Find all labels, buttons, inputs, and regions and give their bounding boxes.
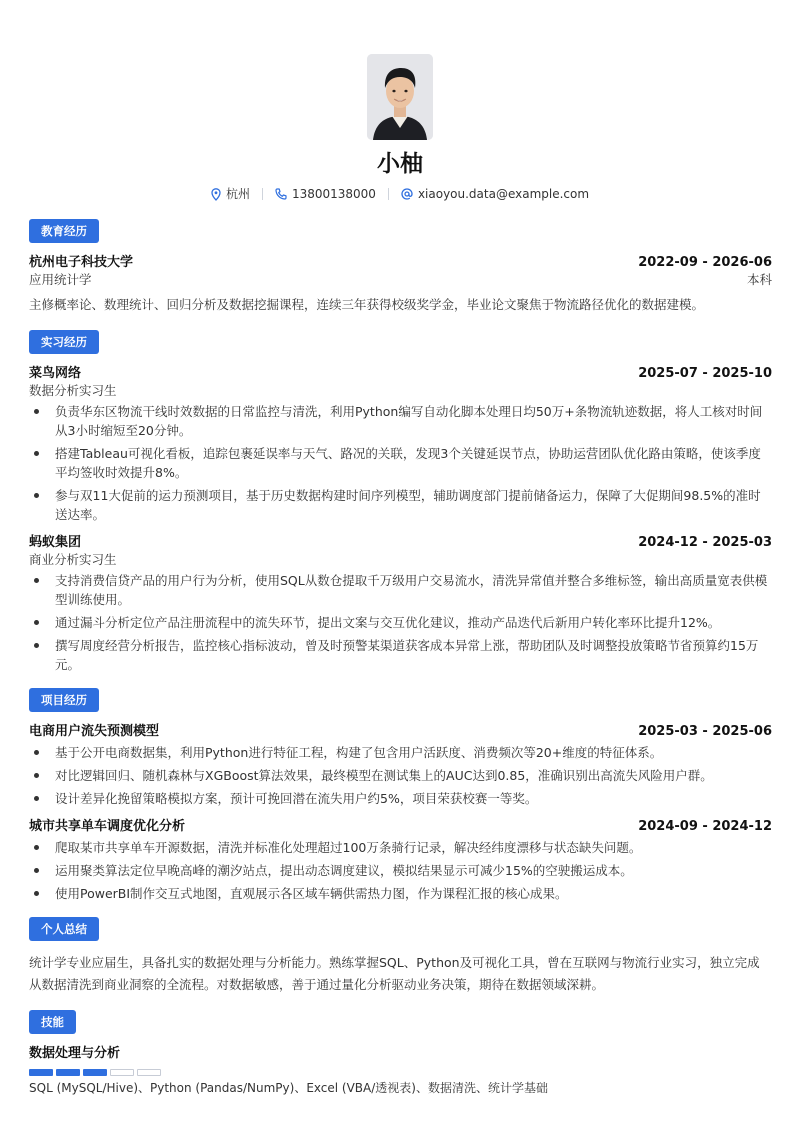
contact-divider: [262, 188, 263, 200]
section-title-project: 项目经历: [29, 688, 99, 712]
list-item: 使用PowerBI制作交互式地图，直观展示各区域车辆供需热力图，作为课程汇报的核心成果。: [29, 884, 772, 903]
school-name: 杭州电子科技大学: [29, 255, 134, 270]
section-title-skills: 技能: [29, 1010, 76, 1034]
list-item: 搭建Tableau可视化看板，追踪包裹延误率与天气、路况的关联，发现3个关键延误节点，协助运营团队优化路由策略，使该季度平均签收时效提升8%。: [29, 444, 772, 482]
location-text: 杭州: [225, 187, 250, 201]
bullet-list: [29, 743, 772, 808]
section-title-internship: 实习经历: [29, 330, 99, 354]
bullet-list: [29, 402, 772, 524]
job-role: 商业分析实习生: [29, 552, 117, 567]
candidate-name: 小柚: [377, 151, 423, 177]
education-entry: [29, 254, 772, 316]
location-pin-icon: [211, 188, 221, 201]
project-date: 2024-09 - 2024-12: [638, 819, 772, 834]
at-sign-icon: [401, 188, 413, 200]
project-date: 2025-03 - 2025-06: [638, 724, 772, 739]
list-item: 支持消费信贷产品的用户行为分析，使用SQL从数仓提取千万级用户交易流水，清洗异常值并整合多维标签，输出高质量宽表供模型训练使用。: [29, 571, 772, 609]
company-name: 菜鸟网络: [29, 366, 82, 381]
internship-entry: [29, 534, 772, 674]
section-title-summary: 个人总结: [29, 917, 99, 941]
bullet-list: [29, 838, 772, 903]
skill-level-segment-filled: [83, 1069, 107, 1076]
project-name: 城市共享单车调度优化分析: [29, 819, 186, 834]
resume-body: [29, 219, 772, 1110]
degree: 本科: [746, 272, 772, 287]
contact-phone[interactable]: [275, 186, 376, 202]
list-item: 运用聚类算法定位早晚高峰的潮汐站点，提出动态调度建议，模拟结果显示可减少15%的空驶搬运成本。: [29, 861, 772, 880]
internship-section: [29, 330, 772, 674]
major: 应用统计学: [29, 272, 92, 287]
list-item: 设计差异化挽留策略模拟方案，预计可挽回潜在流失用户约5%，项目荣获校赛一等奖。: [29, 789, 772, 808]
bullet-list: [29, 571, 772, 674]
contact-info: [0, 186, 800, 202]
internship-entry: [29, 365, 772, 524]
skill-level-segment-filled: [29, 1069, 53, 1076]
contact-email[interactable]: [401, 186, 589, 202]
summary-section: [29, 917, 772, 996]
contact-divider: [388, 188, 389, 200]
list-item: 撰写周度经营分析报告，监控核心指标波动，曾及时预警某渠道获客成本异常上涨，帮助团队及时调整投放策略节省预算约15万元。: [29, 636, 772, 674]
education-date: 2022-09 - 2026-06: [638, 255, 772, 270]
contact-location: [211, 186, 250, 202]
job-role: 数据分析实习生: [29, 383, 117, 398]
project-entry: [29, 723, 772, 808]
resume-header: [0, 0, 800, 202]
email-text: xiaoyou.data@example.com: [417, 187, 590, 201]
education-section: [29, 219, 772, 316]
skill-level-meter: [29, 1069, 772, 1076]
skill-level-segment-empty: [110, 1069, 134, 1076]
avatar-portrait: [367, 54, 433, 140]
skill-detail: SQL (MySQL/Hive)、Python (Pandas/NumPy)、Excel (VBA/透视表)、数据清洗、统计学基础: [29, 1081, 548, 1095]
project-section: [29, 688, 772, 903]
profile-photo: [367, 54, 433, 140]
summary-text: 统计学专业应届生，具备扎实的数据处理与分析能力。熟练掌握SQL、Python及可视化工具，曾在互联网与物流行业实习，独立完成从数据清洗到商业洞察的全流程。对数据敏感，善于通过量化分析驱动业务决策，期待在数据领域深耕。: [29, 955, 760, 992]
skill-item: [29, 1045, 772, 1096]
list-item: 负责华东区物流干线时效数据的日常监控与清洗，利用Python编写自动化脚本处理日均50万+条物流轨迹数据，将人工核对时间从3小时缩短至20分钟。: [29, 402, 772, 440]
education-description: 主修概率论、数理统计、回归分析及数据挖掘课程，连续三年获得校级奖学金，毕业论文聚焦于物流路径优化的数据建模。: [29, 297, 705, 312]
project-name: 电商用户流失预测模型: [29, 724, 160, 739]
section-title-education: 教育经历: [29, 219, 99, 243]
internship-date: 2024-12 - 2025-03: [638, 535, 772, 550]
phone-text: 13800138000: [291, 187, 376, 201]
project-entry: [29, 818, 772, 903]
skill-level-segment-filled: [56, 1069, 80, 1076]
list-item: 爬取某市共享单车开源数据，清洗并标准化处理超过100万条骑行记录，解决经纬度漂移与状态缺失问题。: [29, 838, 772, 857]
skill-name: 数据处理与分析: [29, 1046, 121, 1061]
phone-icon: [275, 188, 287, 200]
company-name: 蚂蚁集团: [29, 535, 82, 550]
list-item: 对比逻辑回归、随机森林与XGBoost算法效果，最终模型在测试集上的AUC达到0.85，准确识别出高流失风险用户群。: [29, 766, 772, 785]
skills-section: [29, 1010, 772, 1096]
list-item: 通过漏斗分析定位产品注册流程中的流失环节，提出文案与交互优化建议，推动产品迭代后新用户转化率环比提升12%。: [29, 613, 772, 632]
list-item: 基于公开电商数据集，利用Python进行特征工程，构建了包含用户活跃度、消费频次等20+维度的特征体系。: [29, 743, 772, 762]
list-item: 参与双11大促前的运力预测项目，基于历史数据构建时间序列模型，辅助调度部门提前储备运力，保障了大促期间98.5%的准时送达率。: [29, 486, 772, 524]
skill-level-segment-empty: [137, 1069, 161, 1076]
internship-date: 2025-07 - 2025-10: [638, 366, 772, 381]
